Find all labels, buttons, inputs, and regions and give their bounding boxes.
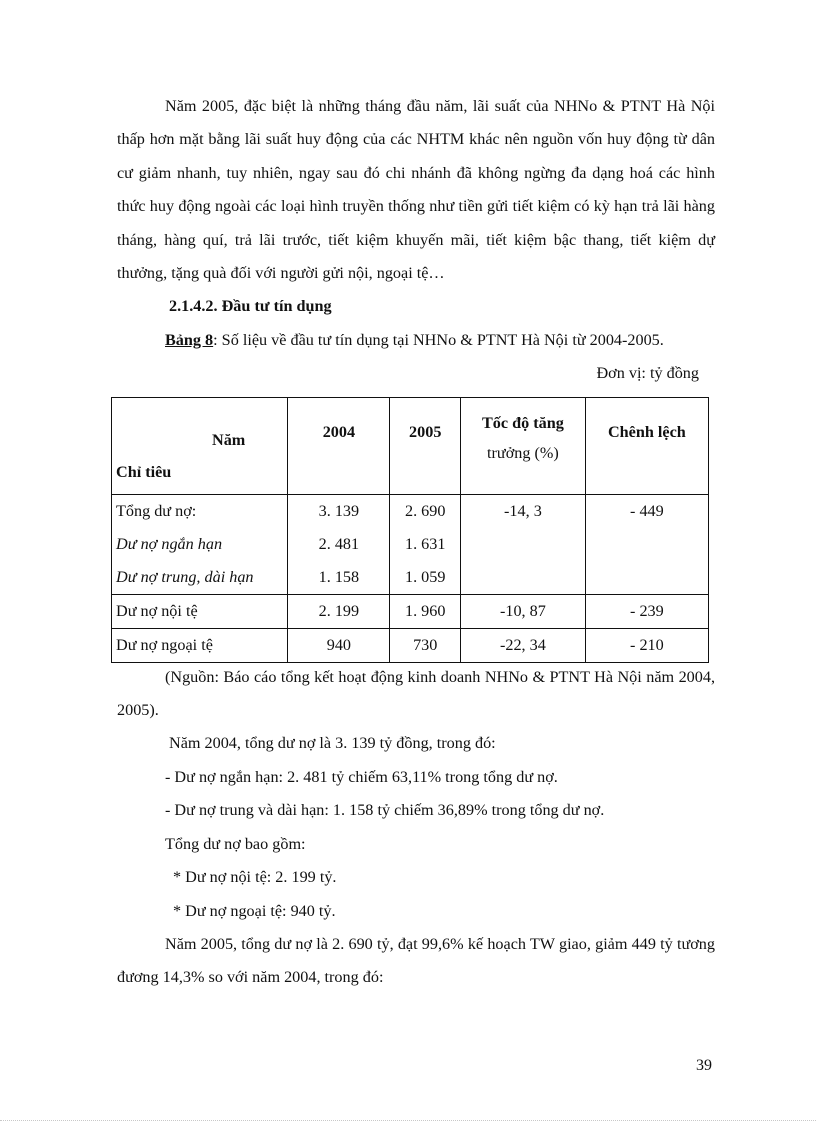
header-label-cell (112, 397, 288, 494)
row-total-label-cell (112, 494, 288, 594)
row-domestic-diff: - 239 (585, 594, 708, 628)
row-domestic-2004: 2. 199 (288, 594, 390, 628)
credit-table (111, 397, 709, 663)
row-short-term-2004: 2. 481 (318, 534, 360, 553)
row-domestic-growth: -10, 87 (461, 594, 586, 628)
table-row-total (112, 494, 709, 594)
row-foreign-2004: 940 (288, 628, 390, 662)
header-diff: Chênh lệch (585, 397, 708, 494)
row-domestic-label: Dư nợ nội tệ (112, 594, 288, 628)
row-short-term-label: Dư nợ ngắn hạn (116, 534, 223, 553)
row-foreign-diff: - 210 (585, 628, 708, 662)
table-row-domestic (112, 594, 709, 628)
row-long-term-2005: 1. 059 (404, 567, 446, 586)
page-number: 39 (696, 1057, 712, 1074)
row-total-2004-cell (288, 494, 390, 594)
header-growth-line2: trưởng (%) (487, 443, 559, 462)
row-total-2005: 2. 690 (404, 501, 446, 520)
row-total-label: Tổng dư nợ: (116, 501, 197, 520)
header-2004: 2004 (288, 397, 390, 494)
section-heading: 2.1.4.2. Đầu tư tín dụng (169, 297, 332, 316)
row-total-2004: 3. 139 (318, 501, 360, 520)
unit-label: Đơn vị: tỷ đồng (596, 364, 699, 383)
row-total-diff: - 449 (585, 494, 708, 594)
row-short-term-2005: 1. 631 (404, 534, 446, 553)
table-caption-tag: Bảng 8 (165, 330, 214, 349)
table-caption (117, 324, 715, 357)
header-growth-line1: Tốc độ tăng (481, 413, 564, 432)
header-growth (461, 397, 586, 494)
header-chi-tieu: Chỉ tiêu (116, 462, 172, 481)
row-long-term-2004: 1. 158 (318, 567, 360, 586)
page-border-dots (0, 1120, 816, 1121)
row-total-growth: -14, 3 (461, 494, 586, 594)
table-header-row (112, 397, 709, 494)
domestic-line: * Dư nợ nội tệ: 2. 199 tỷ. (173, 868, 337, 887)
row-foreign-growth: -22, 34 (461, 628, 586, 662)
table-caption-text: : Số liệu về đầu tư tín dụng tại NHNo & PTNT Hà Nội từ 2004-2005. (213, 330, 664, 349)
foreign-line: * Dư nợ ngoại tệ: 940 tỷ. (173, 901, 336, 920)
source-note: (Nguồn: Báo cáo tổng kết hoạt động kinh doanh NHNo & PTNT Hà Nội năm 2004, 2005). (117, 667, 715, 720)
document-page (117, 90, 715, 995)
header-2005: 2005 (390, 397, 461, 494)
row-long-term-label: Dư nợ trung, dài hạn (116, 567, 254, 586)
short-term-line: - Dư nợ ngắn hạn: 2. 481 tỷ chiếm 63,11% trong tổng dư nợ. (165, 767, 558, 786)
intro-paragraph: Năm 2005, đặc biệt là những tháng đầu năm, lãi suất của NHNo & PTNT Hà Nội thấp hơn mặt bằng lãi suất huy động của các NHTM khác nên nguồn vốn huy động từ dân cư giảm nhanh, tuy nhiên, ngay sau đó chi nhánh đã không ngừng đa dạng hoá các hình thức huy động ngoài các loại hình truyền thống như tiền gửi tiết kiệm có kỳ hạn trả lãi hàng tháng, hàng quí, trả lãi trước, tiết kiệm khuyến mãi, tiết kiệm bậc thang, tiết kiệm dự thưởng, tặng quà đối với người gửi nội, ngoại tệ… (117, 97, 715, 283)
header-nam: Năm (212, 430, 246, 449)
row-foreign-label: Dư nợ ngoại tệ (112, 628, 288, 662)
paragraph-2005: Năm 2005, tổng dư nợ là 2. 690 tỷ, đạt 99,6% kế hoạch TW giao, giảm 449 tỷ tương đương 14,3% so với năm 2004, trong đó: (117, 934, 715, 987)
table-row-foreign (112, 628, 709, 662)
row-foreign-2005: 730 (390, 628, 461, 662)
includes-line: Tổng dư nợ bao gồm: (165, 834, 306, 853)
row-total-2005-cell (390, 494, 461, 594)
long-term-line: - Dư nợ trung và dài hạn: 1. 158 tỷ chiếm 36,89% trong tổng dư nợ. (165, 801, 605, 820)
row-domestic-2005: 1. 960 (390, 594, 461, 628)
paragraph-2004: Năm 2004, tổng dư nợ là 3. 139 tỷ đồng, trong đó: (169, 734, 496, 753)
table-container (117, 397, 715, 663)
